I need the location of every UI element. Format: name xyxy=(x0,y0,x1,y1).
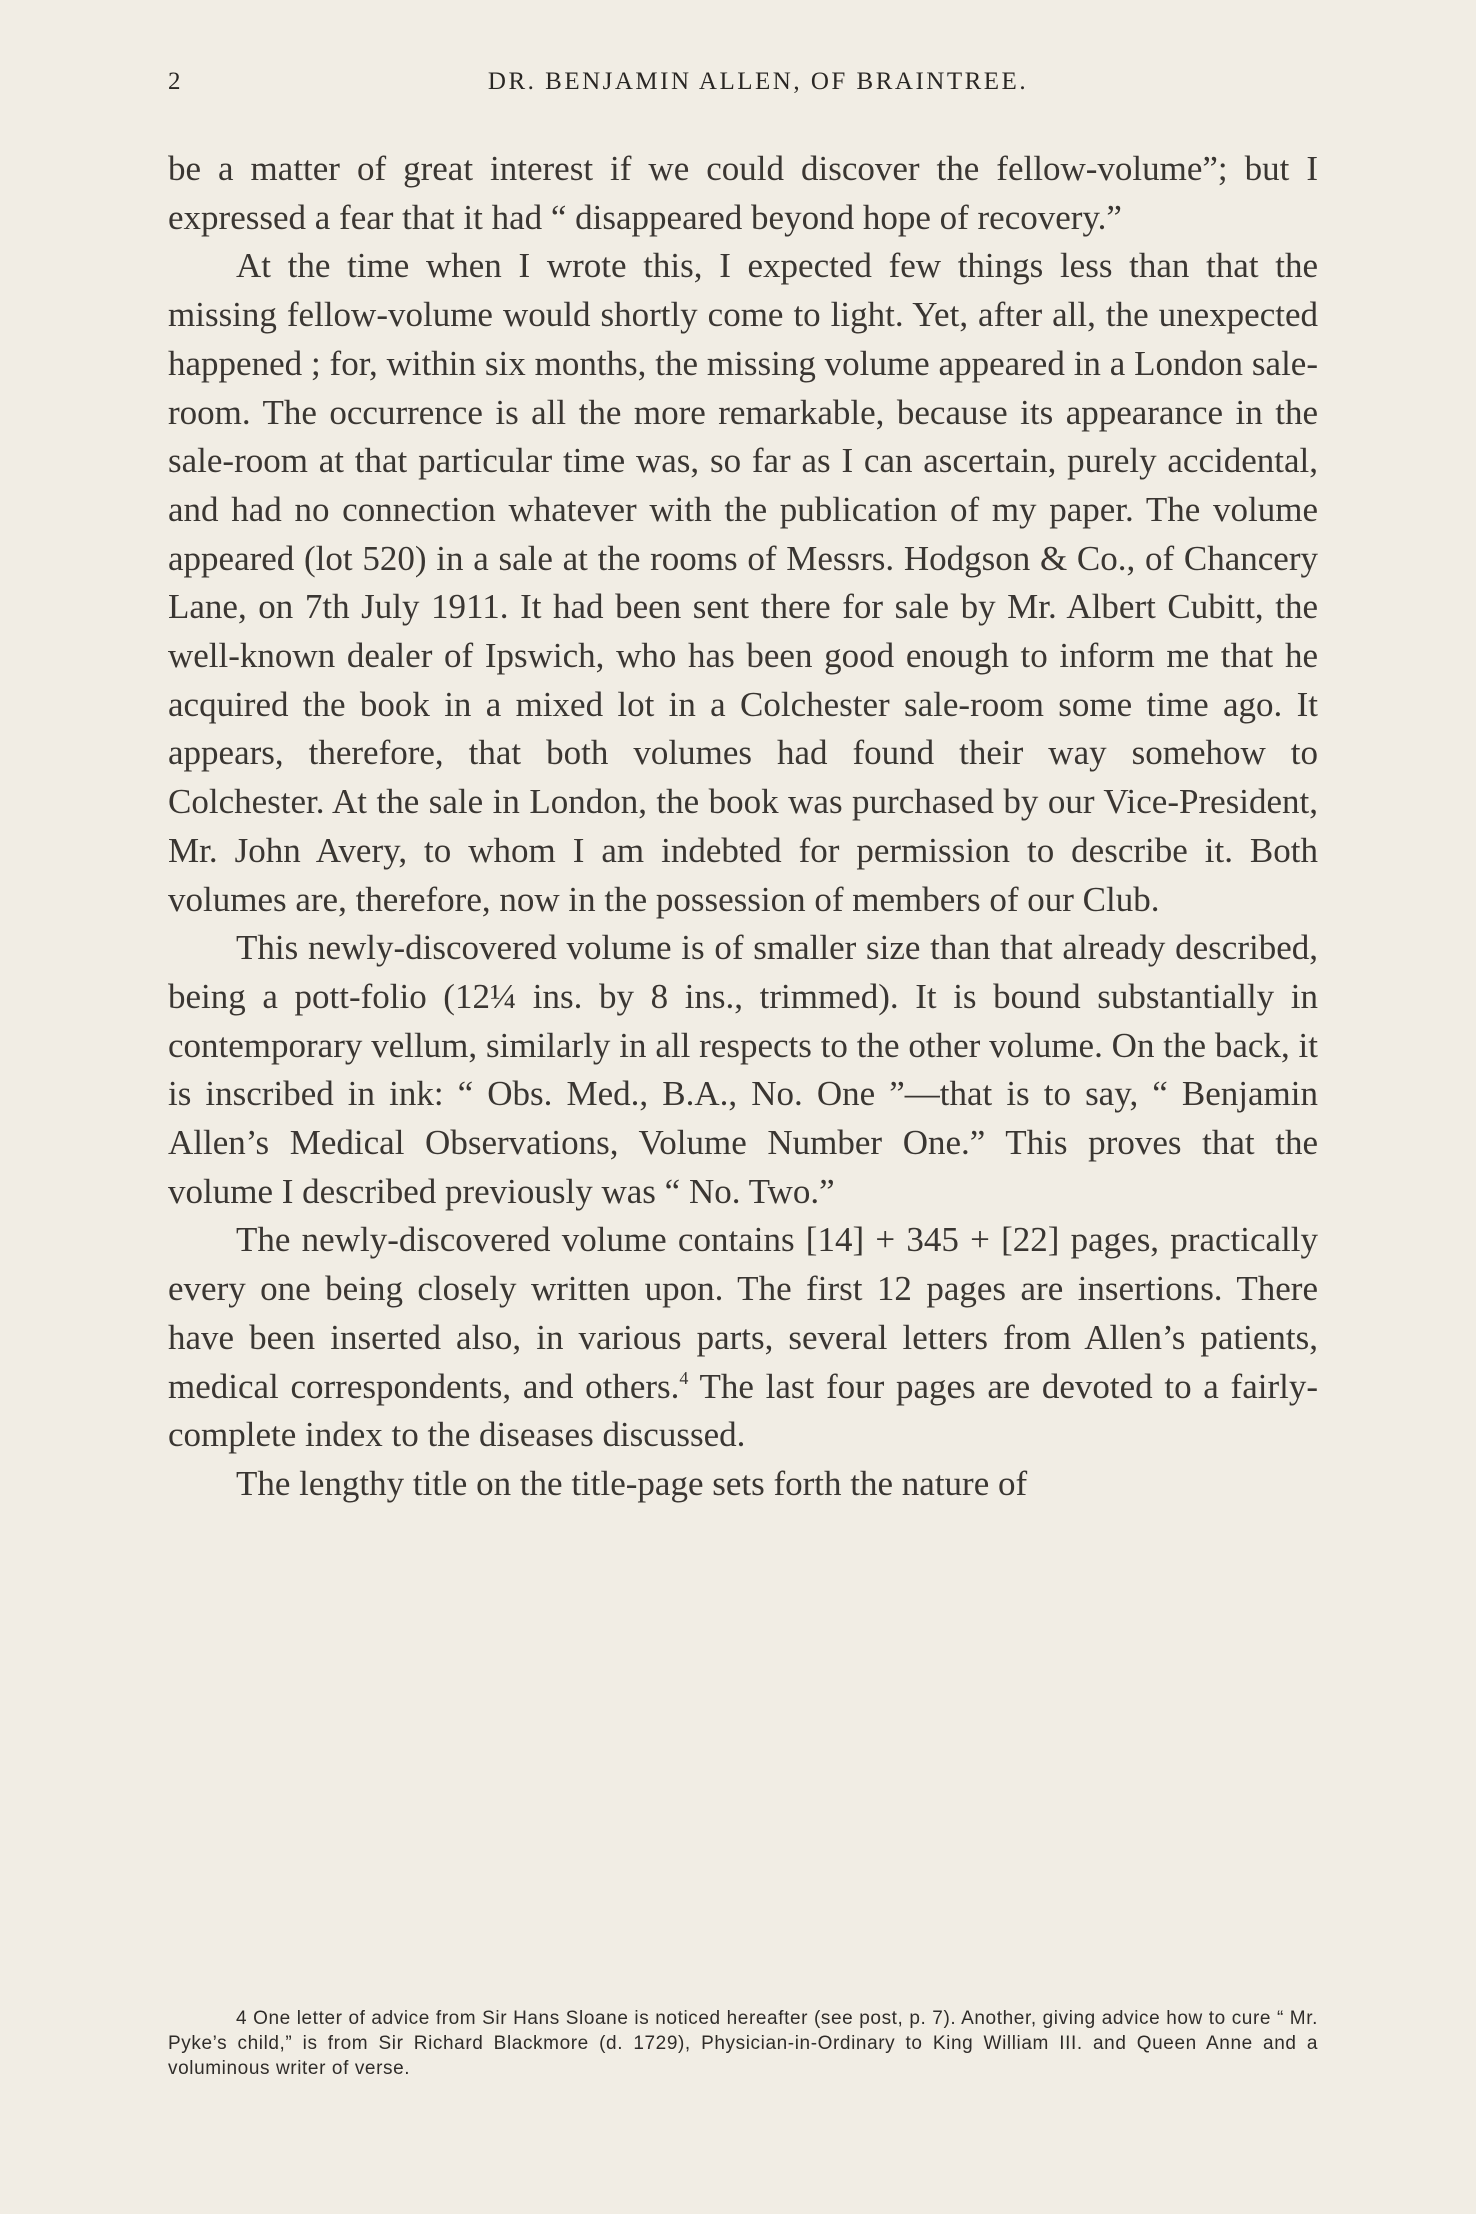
paragraph-text: The newly-discovered volume contains [14] + 345 + [22] pages, practically every one being closely written upon. The first 12 pages are insertions. There have been inserted also, in various parts, several letters from Allen’s patients, medical correspondents, and others. xyxy=(168,1220,1318,1406)
paragraph: The lengthy title on the title-page sets forth the nature of xyxy=(236,1463,1028,1503)
paragraph-continued: be a matter of great interest if we could discover the fellow-volume”; but I expressed a fear that it had “ disappeared beyond hope of recovery.” xyxy=(168,149,1318,237)
paragraph: At the time when I wrote this, I expected few things less than that the missing fellow-volume would shortly come to light. Yet, after all, the unexpected happened ; for, within six months, the missing volume appeared in a London sale-room. The occurrence is all the more remarkable, because its appearance in the sale-room at that particular time was, so far as I can ascertain, purely accidental, and had no connection whatever with the publication of my paper. The volume appeared (lot 520) in a sale at the rooms of Messrs. Hodgson & Co., of Chancery Lane, on 7th July 1911. It had been sent there for sale by Mr. Albert Cubitt, the well-known dealer of Ipswich, who has been good enough to inform me that he acquired the book in a mixed lot in a Colchester sale-room some time ago. It appears, therefore, that both volumes had found their way somehow to Colchester. At the sale in London, the book was purchased by our Vice-President, Mr. John Avery, to whom I am indebted for permission to describe it. Both volumes are, therefore, now in the possession of members of our Club. xyxy=(168,246,1318,919)
paragraph-text-continued: The last four pages are devoted to a fairly-complete index to the diseases discussed. xyxy=(168,1366,1318,1455)
footnotes xyxy=(168,2006,1318,2081)
footnote-marker: 4 xyxy=(679,1367,689,1388)
body-text xyxy=(168,145,1318,1509)
page-number: 2 xyxy=(168,68,183,95)
footnote-4: 4 One letter of advice from Sir Hans Sloane is noticed hereafter (see post, p. 7). Another, giving advice how to cure “ Mr. Pyke’s child,” is from Sir Richard Blackmore (d. 1729), Physician-in-Ordinary to King William III. and Queen Anne and a voluminous writer of verse. xyxy=(168,2008,1318,2079)
paragraph-with-footnote xyxy=(168,1216,1318,1460)
paragraph: This newly-discovered volume is of smaller size than that already described, being a pott-folio (12¼ ins. by 8 ins., trimmed). It is bound substantially in contemporary vellum, similarly in all respects to the other volume. On the back, it is inscribed in ink: “ Obs. Med., B.A., No. One ”—that is to say, “ Benjamin Allen’s Medical Observations, Volume Number One.” This proves that the volume I described previously was “ No. Two.” xyxy=(168,928,1318,1211)
running-head xyxy=(168,68,1318,108)
running-title: DR. BENJAMIN ALLEN, OF BRAINTREE. xyxy=(487,68,1029,95)
